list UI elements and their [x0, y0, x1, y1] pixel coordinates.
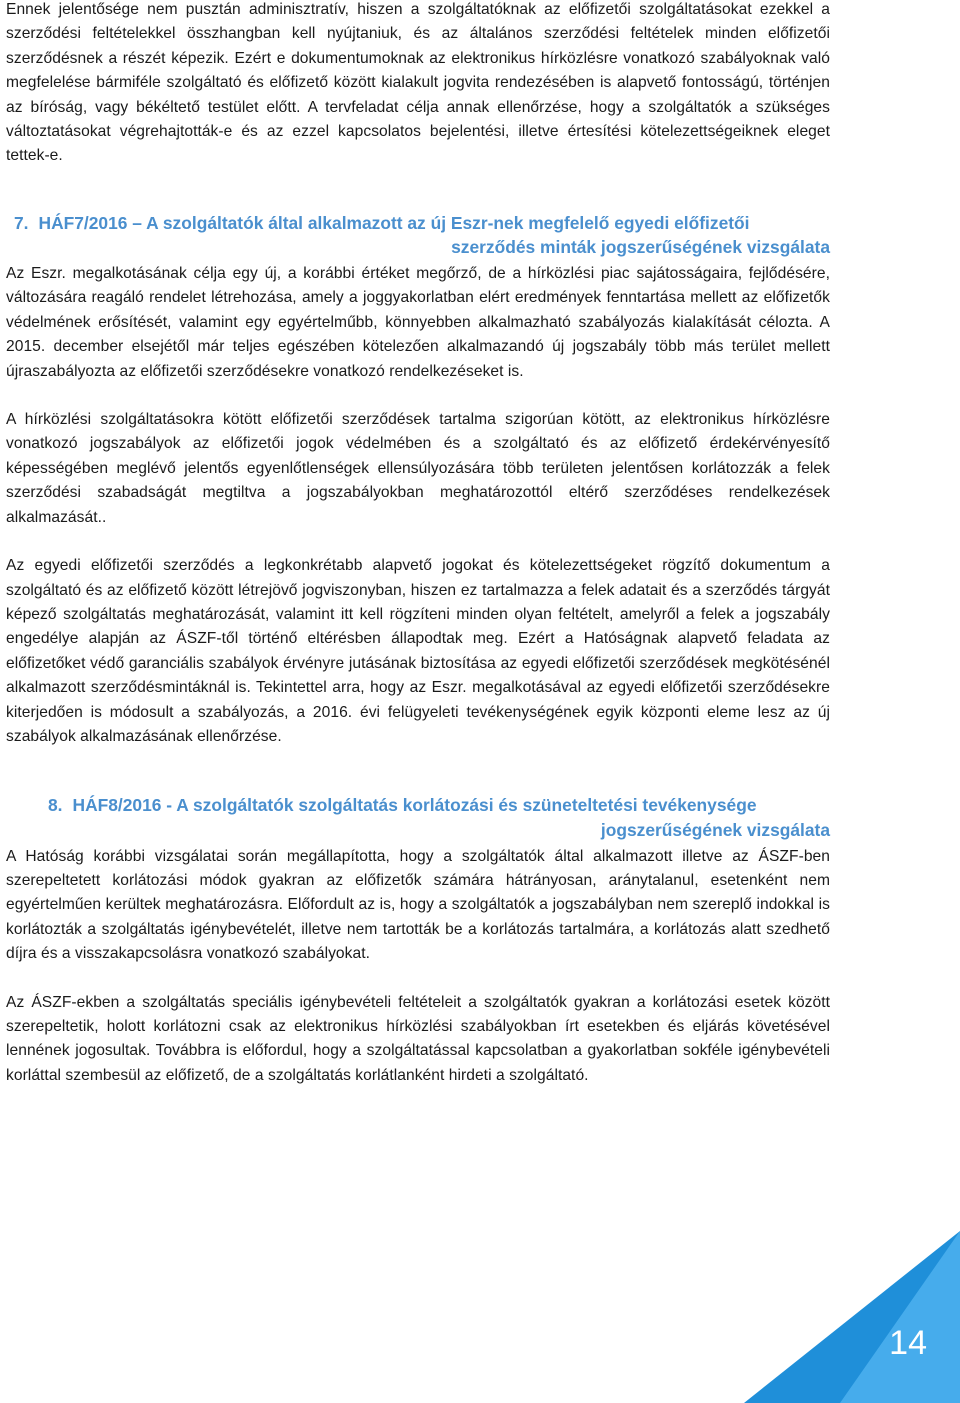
page-number: 14	[889, 1324, 927, 1362]
section-heading-8	[6, 793, 830, 842]
page-corner-decoration	[744, 1231, 960, 1403]
section-title-7-part2: szerződés minták jogszerűségének vizsgálata	[451, 237, 830, 258]
section-title-7-part1: HÁF7/2016 – A szolgáltatók által alkalmazott az új Eszr-nek megfelelő egyedi előfizetői	[38, 212, 750, 233]
paragraph-contract-content: A hírközlési szolgáltatásokra kötött előfizetői szerződések tartalma szigorúan kötött, az elektronikus hírközlésre vonatkozó jogszabályok az előfizetői jogok védelmében és a szolgáltató és az előfizető érdekérvényesítő képességében meglévő jelentős egyenlőtlenségek ellensúlyozására több területen jelentősen korlátozzák a felek szerződési szabadságát megtiltva a jogszabályokban meghatározottól eltérő szerződéses rendelkezések alkalmazását..	[6, 411, 830, 526]
section-heading-7	[6, 211, 830, 260]
section-number-8: 8.	[48, 795, 63, 816]
section-heading-7-line1	[6, 211, 830, 236]
section-heading-8-line1	[6, 793, 830, 818]
section-number-7: 7.	[14, 212, 29, 233]
document-page	[6, 0, 830, 1088]
paragraph-eszr-goal: Az Eszr. megalkotásának célja egy új, a korábbi értéket megőrző, de a hírközlési piac sajátosságaira, fejlődésére, változására reagáló rendelet létrehozása, amely a joggyakorlatban elért eredmények fenntartása mellett az előfizetők védelmének erősítését, valamint egy egyértelműbb, könnyebben alkalmazható szabályozás kialakítását célozta. A 2015. december elsejétől már teljes egészében kötelezően alkalmazandó új jogszabály több más terület mellett újraszabályozta az előfizetői szerződésekre vonatkozó rendelkezéseket is.	[6, 265, 830, 380]
paragraph-aszf-restrictions: Az ÁSZF-ekben a szolgáltatás speciális igénybevételi feltételeit a szolgáltatók gyakran a korlátozási esetek között szerepeltetik, holott korlátozni csak az elektronikus hírközlési szabályokban írt esetekben és eljárás követésével lennének jogosultak. Továbbra is előfordul, hogy a szolgáltatással kapcsolatban a gyakorlatban sokféle igénybevételi korláttal szembesül az előfizető, de a szolgáltatás korlátlanként hirdeti a szolgáltató.	[6, 993, 830, 1084]
paragraph-intro: Ennek jelentősége nem pusztán adminisztratív, hiszen a szolgáltatóknak az előfizetői szolgáltatásokat ezekkel a szerződési feltételekkel összhangban kell nyújtaniuk, és az általános szerződési feltételek minden előfizetői szerződésnek a részét képezik. Ezért e dokumentumoknak az elektronikus hírközlésre vonatkozó szabályoknak való megfelelése bármiféle szolgáltató és előfizető között kialakult jogvita rendezésében is alapvető fontosságú, történjen az bíróság, vagy békéltető testület előtt. A tervfeladat célja annak ellenőrzése, hogy a szolgáltatók a szükséges változtatásokat végrehajtották-e és az ezzel kapcsolatos bejelentési, illetve értesítési kötelezettségeiknek eleget tettek-e.	[6, 1, 830, 165]
section-title-8-part1: HÁF8/2016 - A szolgáltatók szolgáltatás korlátozási és szüneteltetési tevékenysége	[72, 795, 757, 816]
paragraph-restriction-findings: A Hatóság korábbi vizsgálatai során megállapította, hogy a szolgáltatók által alkalmazott illetve az ÁSZF-ben szerepeltetett korlátozási módok gyakran az előfizetők számára hátrányosan, aránytalanul, esetenként nem egyértelműen kerültek meghatározásra. Előfordult az is, hogy a szolgáltatók a jogszabályban nem szereplő indokkal is korlátozták a szolgáltatás igénybevételét, illetve nem tartották be a korlátozás tartalmára, a korlátozás alatt szedhető díjra és a visszakapcsolásra vonatkozó szabályokat.	[6, 847, 830, 963]
paragraph-individual-contract: Az egyedi előfizetői szerződés a legkonkrétabb alapvető jogokat és kötelezettségeket rögzítő dokumentum a szolgáltató és az előfizető között létrejövő jogviszonyban, hiszen ez tartalmazza a felek adatait és a szerződés tárgyát képező szolgáltatás meghatározását, valamint itt kell rögzíteni minden olyan feltételt, amelyről a felek a jogszabály engedélye alapján az ÁSZF-től történő eltérésben állapodtak meg. Ezért a Hatóságnak alapvető feladata az előfizetőket védő garanciális szabályok érvényre jutásának biztosítása az egyedi előfizetői szerződések megkötésénél alkalmazott szerződésmintáknál is. Tekintettel arra, hogy az Eszr. megalkotásával az egyedi előfizetői szerződésekre kiterjedően is módosult a szabályozás, a 2016. évi felügyeleti tevékenységének egyik központi eleme lesz az új szabályok alkalmazásának ellenőrzése.	[6, 557, 830, 745]
section-title-8-part2: jogszerűségének vizsgálata	[600, 819, 830, 840]
